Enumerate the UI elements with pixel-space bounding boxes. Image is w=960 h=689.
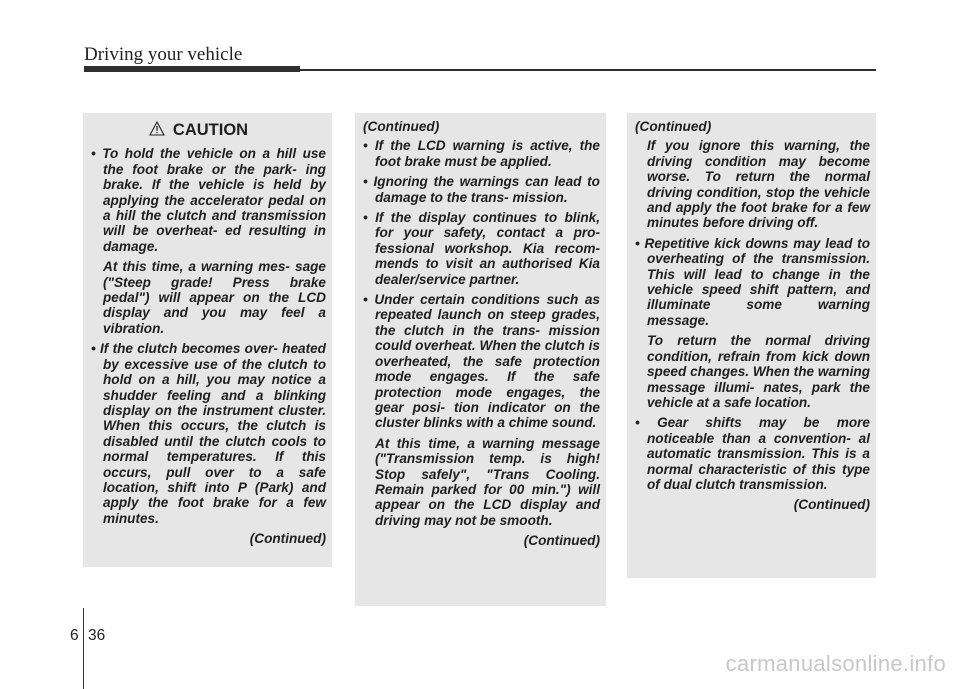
paragraph: At this time, a warning message ("Transmission temp. is high! Stop safely", "Trans Cooling. Remain parked for 00 min.") will appear on the LCD display and driving may not be smooth. [375,435,600,528]
page-number: 36 [88,627,106,644]
list-item: • Gear shifts may be more noticeable than a convention- al automatic transmission. This is a normal characteristic of this type of dual clutch transmission. [635,415,870,492]
continued-label: (Continued) [249,531,326,547]
list-item: • To hold the vehicle on a hill use the foot brake or the park- ing brake. If the vehicle is held by applying the accelerator pedal on a hill the clutch and transmission will be overheat- ed resulting in damage. [91,146,326,254]
caution-title: CAUTION [172,120,249,139]
continued-label: (Continued) [363,119,440,134]
list-item: • If the clutch becomes over- heated by excessive use of the clutch to hold on a hill, you may notice a shudder feeling and a blinking display on the instrument cluster. When this occurs, the clutch is disabled until the clutch cools to normal temperatures. If this occurs, pull over to a safe location, shift into P (Park) and apply the foot brake for a few minutes. [91,341,326,526]
list-item: • Ignoring the warnings can lead to damage to the trans- mission. [363,174,600,205]
continued-label: (Continued) [635,119,712,134]
list-item: • Under certain conditions such as repeated launch on steep grades, the clutch in the trans- mission could overheat. When the clutch is overheated, the safe protection mode engages. If the safe protection mode engages, the gear posi- tion indicator on the cluster blinks with a chime sound. [363,292,600,431]
caution-panel-3 [627,113,876,578]
watermark-text: carmanualsonline.info [725,651,946,676]
header-rule [300,69,876,71]
list-item: • Repetitive kick downs may lead to overheating of the transmission. This will lead to change in the vehicle speed shift pattern, and illuminate some warning message. [635,235,870,328]
paragraph: If you ignore this warning, the driving condition may become worse. To return the normal driving condition, stop the vehicle and apply the foot brake for a few minutes before driving off. [647,138,870,231]
caution-panel-2 [355,113,606,606]
header-accent-bar [84,66,300,72]
warning-triangle-icon [149,121,165,139]
page-header-title: Driving your vehicle [84,44,243,65]
page-number-divider [83,608,84,689]
continued-label: (Continued) [523,533,600,549]
caution-panel-1 [83,113,332,567]
list-item: • If the display continues to blink, for your safety, contact a pro- fessional workshop. Kia recom- mends to visit an authorised Kia dealer/service partner. [363,210,600,287]
list-item: • If the LCD warning is active, the foot brake must be applied. [363,138,600,169]
continued-label: (Continued) [793,497,870,513]
paragraph: At this time, a warning mes- sage ("Steep grade! Press brake pedal") will appear on the LCD display and you may feel a vibration. [103,259,326,336]
caution-heading [91,121,326,139]
paragraph: To return the normal driving condition, refrain from kick down speed changes. When the warning message illumi- nates, park the vehicle at a safe location. [647,333,870,410]
chapter-number: 6 [70,627,79,644]
